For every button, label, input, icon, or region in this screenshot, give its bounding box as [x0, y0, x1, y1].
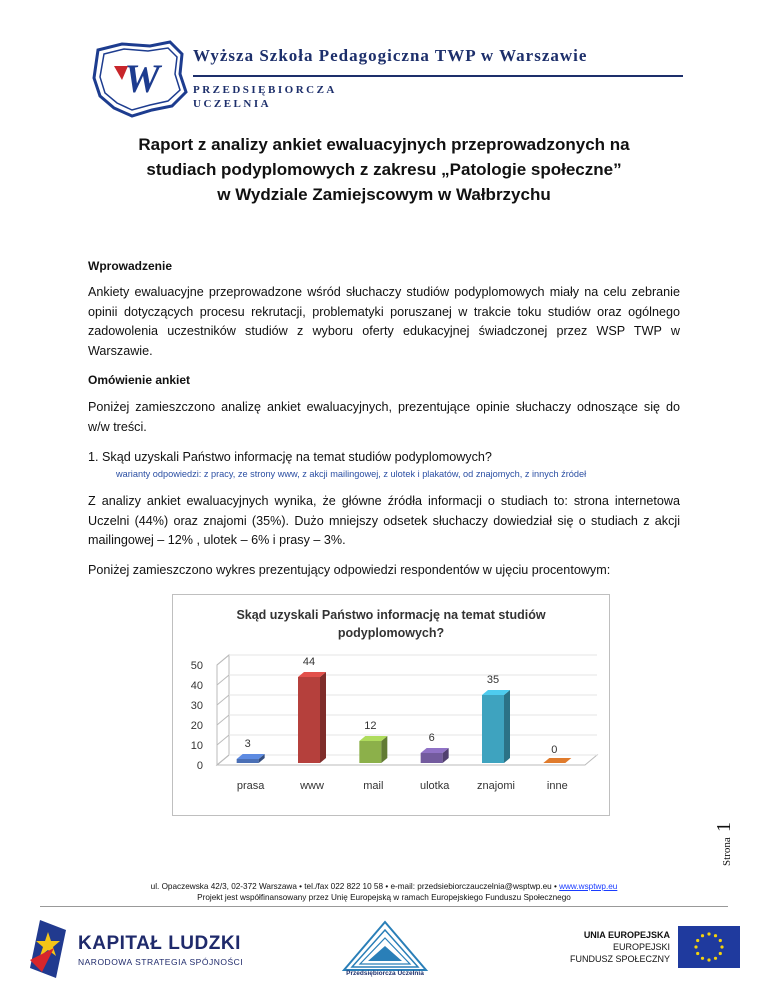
eu-flag-icon [678, 926, 740, 968]
bar-flat [543, 758, 571, 763]
y-tick-label: 30 [190, 700, 203, 712]
footer-funding-note: Projekt jest współfinansowany przez Unię Europejską w ramach Europejskiego Funduszu Społecznego [197, 893, 571, 902]
data-label: 3 [244, 738, 251, 750]
chart-side-wall [217, 655, 229, 765]
chart-intro: Poniżej zamieszczono wykres prezentujący odpowiedzi respondentów w ujęciu procentowym: [88, 563, 611, 577]
page-number: 1 [713, 822, 735, 832]
report-title-line3: w Wydziale Zamiejscowym w Wałbrzychu [217, 185, 551, 204]
kapital-ludzki-star-icon [26, 918, 72, 980]
bar-chart [173, 595, 609, 815]
kapital-ludzki-subtitle: NARODOWA STRATEGIA SPÓJNOŚCI [78, 957, 244, 967]
x-category-label: znajomi [477, 780, 515, 792]
y-gridline [217, 655, 229, 665]
center-logo-caption: Przedsiębiorcza Uczelnia [346, 970, 424, 977]
bar-www [298, 672, 326, 763]
bar-front [421, 753, 443, 763]
chart-floor [217, 755, 597, 765]
x-category-label: mail [363, 780, 384, 792]
eu-line2: EUROPEJSKI [612, 942, 670, 952]
bar-front [482, 695, 504, 763]
bar-front [237, 759, 259, 763]
intro-paragraph: Ankiety ewaluacyjne przeprowadzone wśród słuchaczy studiów podyplomowych miały na celu zebranie opinii dotyczących procesu rekrutacji, problematyki poruszanej w trakcie toku studiów oraz ogólnego zadowolenia uczestników studiów z wyboru oferty edukacyjnej świadczonej przez WSP TWP w Warszawie. [88, 285, 680, 358]
y-gridline [217, 715, 229, 725]
tagline-line1: PRZEDSIĘBIORCZA [193, 84, 337, 96]
bar-mail [359, 736, 387, 763]
bar-inne [543, 758, 571, 763]
footer-website-link[interactable]: www.wsptwp.eu [559, 882, 618, 891]
x-category-label: www [300, 780, 324, 792]
y-gridline [217, 695, 229, 705]
question-1-hint: warianty odpowiedzi: z pracy, ze strony www, z akcji mailingowej, z ulotek i plakatów, od znajomych, z innych źródeł [116, 469, 587, 479]
report-title-line2: studiach podyplomowych z zakresu „Patologie społeczne” [146, 160, 622, 179]
eu-star [696, 939, 699, 942]
bar-side [504, 690, 510, 763]
eu-star [719, 952, 722, 955]
eu-star [714, 957, 717, 960]
chart-title-line1: Skąd uzyskali Państwo informację na temat studiów [236, 608, 546, 622]
page-number-marker [706, 818, 746, 868]
y-tick-label: 0 [196, 760, 203, 772]
y-tick-label: 10 [190, 740, 203, 752]
footer-address [40, 881, 728, 892]
question-1: 1. Skąd uzyskali Państwo informację na temat studiów podyplomowych? [88, 450, 492, 464]
y-gridline [217, 675, 229, 685]
y-gridline [217, 735, 229, 745]
eu-line3: FUNDUSZ SPOŁECZNY [569, 954, 670, 964]
eu-star [719, 939, 722, 942]
header-divider [193, 75, 683, 77]
eu-star [707, 958, 710, 961]
footer-address-text: ul. Opaczewska 42/3, 02-372 Warszawa • tel./fax 022 822 10 58 • e-mail: przedsiebiorczauczelnia@wsptwp.eu • [150, 882, 560, 891]
report-title [80, 132, 688, 207]
x-category-label: inne [546, 780, 568, 792]
page-label: Strona [721, 837, 733, 866]
data-label: 12 [364, 720, 377, 732]
intro-heading: Wprowadzenie [88, 259, 173, 273]
kapital-ludzki-title: KAPITAŁ LUDZKI [78, 933, 241, 954]
survey-heading: Omówienie ankiet [88, 373, 191, 387]
y-tick-label: 20 [190, 720, 203, 732]
chart-container [172, 594, 610, 816]
bar-front [298, 677, 320, 763]
data-label: 44 [302, 656, 316, 668]
tagline-line2: UCZELNIA [193, 98, 272, 110]
y-tick-label: 40 [190, 680, 203, 692]
survey-paragraph: Poniżej zamieszczono analizę ankiet ewaluacyjnych, prezentujące opinie słuchaczy odnoszące się do w/w treści. [88, 400, 680, 434]
bar-side [320, 672, 326, 763]
svg-text:W: W [124, 56, 160, 101]
footer-divider [40, 906, 728, 907]
bar-front [359, 741, 381, 763]
data-label: 35 [486, 674, 500, 686]
eu-star [701, 934, 704, 937]
eu-line1: UNIA EUROPEJSKA [583, 930, 670, 940]
x-category-label: prasa [236, 780, 265, 792]
y-tick-label: 50 [190, 660, 203, 672]
bar-ulotka [421, 748, 449, 763]
x-category-label: ulotka [419, 780, 450, 792]
eu-star [707, 932, 710, 935]
eu-star [714, 934, 717, 937]
analysis-paragraph: Z analizy ankiet ewaluacyjnych wynika, że główne źródła informacji o studiach to: strona internetowa Uczelni (44%) oraz znajomi (35%). Dużo mniejszy odsetek słuchaczy dowiedział się o studiach z akcji mailingowej – 12% , ulotek – 6% i prasy – 3%. [88, 494, 680, 547]
y-gridline [217, 755, 229, 765]
university-logo-icon [92, 40, 188, 120]
eu-star [696, 952, 699, 955]
eu-star [720, 945, 723, 948]
data-label: 0 [551, 744, 558, 756]
eu-star [701, 957, 704, 960]
university-name: Wyższa Szkoła Pedagogiczna TWP w Warszawie [193, 46, 588, 65]
chart-title-line2: podyplomowych? [337, 626, 445, 640]
eu-star [694, 945, 697, 948]
report-title-line1: Raport z analizy ankiet ewaluacyjnych przeprowadzonych na [138, 135, 630, 154]
bar-znajomi [482, 690, 510, 763]
data-label: 6 [428, 732, 435, 744]
